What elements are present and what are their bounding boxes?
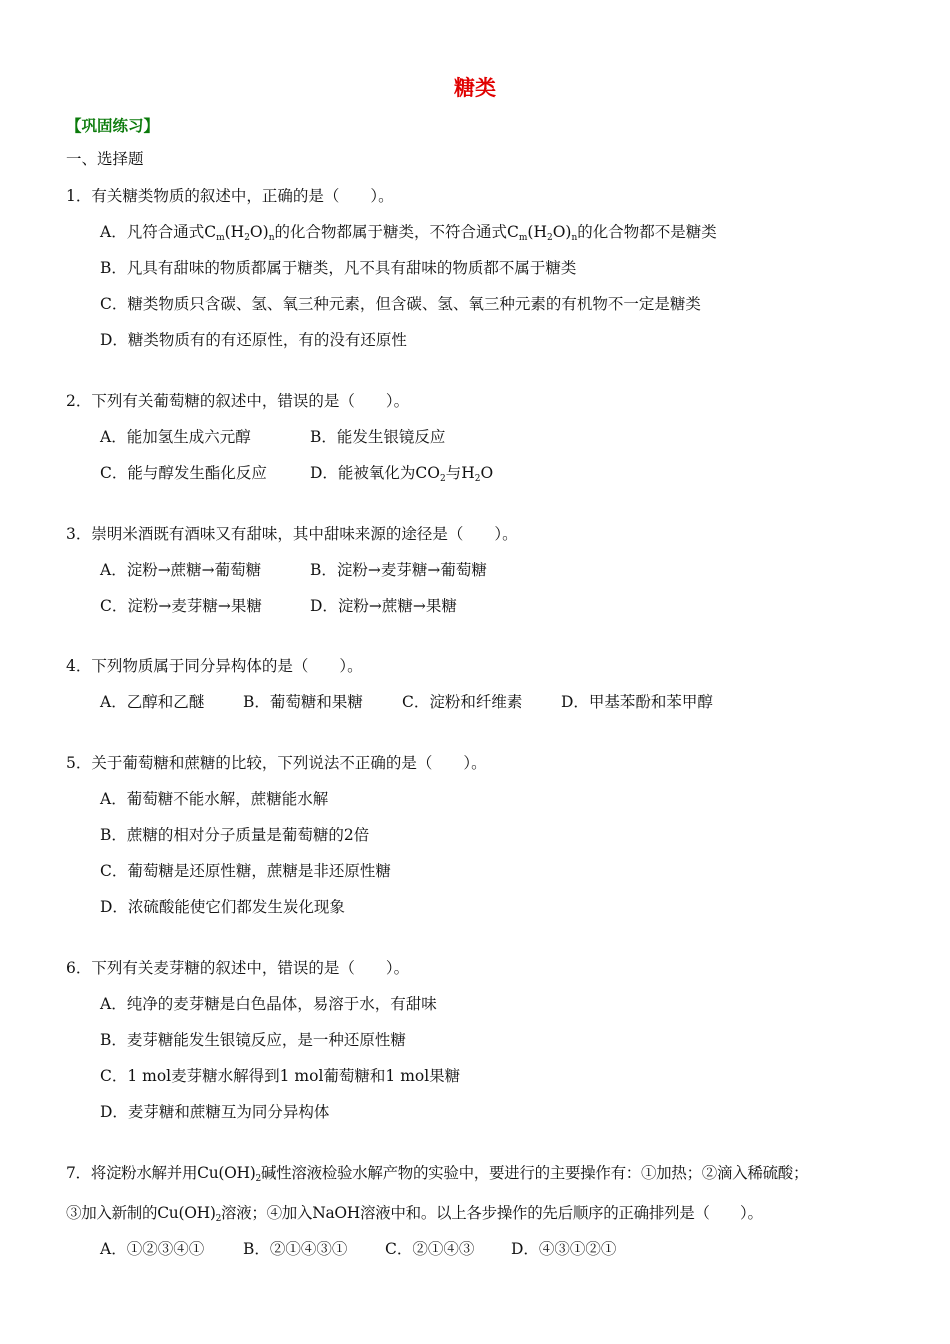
part-heading: 一、选择题 (66, 150, 144, 168)
question-4-stem: 4．下列物质属于同分异构体的是（ ）。 (66, 657, 363, 675)
question-1-option-d: D．糖类物质有的有还原性，有的没有还原性 (100, 331, 407, 349)
question-1-option-c: C．糖类物质只含碳、氢、氧三种元素，但含碳、氢、氧三种元素的有机物不一定是糖类 (100, 295, 701, 313)
question-5-option-b: B．蔗糖的相对分子质量是葡萄糖的2倍 (100, 826, 370, 844)
question-3-stem: 3．崇明米酒既有酒味又有甜味，其中甜味来源的途径是（ ）。 (66, 525, 518, 543)
question-3-option-d: D．淀粉→蔗糖→果糖 (310, 597, 457, 615)
question-4-option-a: A．乙醇和乙醚 (100, 693, 205, 711)
question-7-stem-continued: ③加入新制的$Cu(OH)_2$溶液；④加入NaOH溶液中和。以上各步操作的先后顺序的正确排列是（ ）。 (66, 1204, 763, 1224)
question-1-option-b: B．凡具有甜味的物质都属于糖类，凡不具有甜味的物质都不属于糖类 (100, 259, 577, 277)
question-1-stem: 1．有关糖类物质的叙述中，正确的是（ ）。 (66, 187, 394, 205)
question-6-option-b: B．麦芽糖能发生银镜反应，是一种还原性糖 (100, 1031, 406, 1049)
question-7-option-a: A．①②③④① (100, 1240, 205, 1258)
question-4-option-d: D．甲基苯酚和苯甲醇 (561, 693, 713, 711)
question-4-option-c: C．淀粉和纤维素 (402, 693, 523, 711)
question-5-option-c: C．葡萄糖是还原性糖，蔗糖是非还原性糖 (100, 862, 391, 880)
question-7-stem: 7．将淀粉水解并用$Cu(OH)_2$碱性溶液检验水解产物的实验中，要进行的主要操作有：①加热；②滴入稀硫酸； (66, 1164, 809, 1184)
question-2-stem: 2．下列有关葡萄糖的叙述中，错误的是（ ）。 (66, 392, 410, 410)
section-heading: 【巩固练习】 (66, 117, 160, 135)
question-3-option-b: B．淀粉→麦芽糖→葡萄糖 (310, 561, 487, 579)
question-6-stem: 6．下列有关麦芽糖的叙述中，错误的是（ ）。 (66, 959, 410, 977)
question-5-option-a: A．葡萄糖不能水解，蔗糖能水解 (100, 790, 329, 808)
question-1-option-a: A．凡符合通式$C_m(H_2O)_n$的化合物都属于糖类，不符合通式$C_m(H_2O)_n$的化合物都不是糖类 (100, 223, 717, 243)
question-4-option-b: B．葡萄糖和果糖 (243, 693, 363, 711)
question-7-option-b: B．②①④③① (243, 1240, 348, 1258)
question-7-option-d: D．④③①②① (511, 1240, 617, 1258)
question-2-option-b: B．能发生银镜反应 (310, 428, 446, 446)
question-2-option-d: D．能被氧化为$CO_2$与$H_2O$ (310, 464, 494, 484)
question-2-option-c: C．能与醇发生酯化反应 (100, 464, 267, 482)
question-6-option-d: D．麦芽糖和蔗糖互为同分异构体 (100, 1103, 330, 1121)
question-3-option-c: C．淀粉→麦芽糖→果糖 (100, 597, 262, 615)
question-7-option-c: C．②①④③ (385, 1240, 475, 1258)
question-6-option-c: C．1 mol麦芽糖水解得到1 mol葡萄糖和1 mol果糖 (100, 1067, 461, 1085)
question-2-option-a: A．能加氢生成六元醇 (100, 428, 251, 446)
question-3-option-a: A．淀粉→蔗糖→葡萄糖 (100, 561, 262, 579)
page-title: 糖类 (454, 76, 496, 100)
question-5-option-d: D．浓硫酸能使它们都发生炭化现象 (100, 898, 345, 916)
question-6-option-a: A．纯净的麦芽糖是白色晶体，易溶于水，有甜味 (100, 995, 437, 1013)
question-5-stem: 5．关于葡萄糖和蔗糖的比较，下列说法不正确的是（ ）。 (66, 754, 487, 772)
